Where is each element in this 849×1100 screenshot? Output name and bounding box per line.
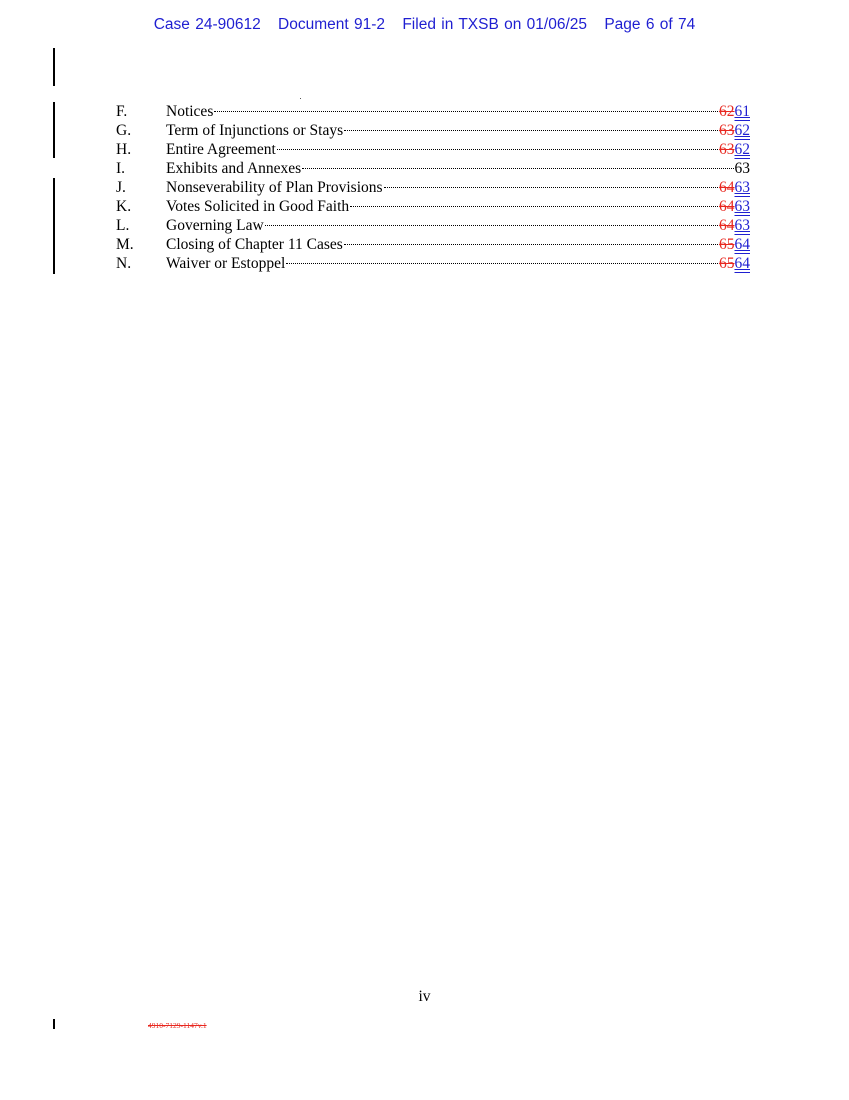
toc-entry-letter: H. bbox=[116, 141, 132, 158]
filing-header bbox=[0, 16, 849, 34]
toc-entry-page bbox=[719, 197, 750, 216]
inserted-page-number[interactable]: 62 bbox=[734, 141, 750, 158]
inserted-page-number[interactable]: 63 bbox=[734, 217, 750, 234]
toc-entry[interactable] bbox=[116, 178, 750, 197]
toc-entry-page bbox=[719, 140, 750, 159]
toc-dot-leader bbox=[286, 263, 718, 264]
inserted-page-number[interactable]: 64 bbox=[734, 236, 750, 253]
toc-dot-leader bbox=[277, 149, 718, 150]
toc-entry-letter: J. bbox=[116, 179, 126, 196]
toc-entry[interactable] bbox=[116, 102, 750, 121]
deleted-page-number: 65 bbox=[719, 255, 735, 272]
toc-dot-leader bbox=[214, 111, 718, 112]
toc-entry-title: Exhibits and Annexes bbox=[166, 160, 302, 177]
inserted-page-number[interactable]: 63 bbox=[734, 198, 750, 215]
toc-entry-letter: L. bbox=[116, 217, 130, 234]
change-bar bbox=[53, 102, 55, 158]
toc-entry[interactable] bbox=[116, 121, 750, 140]
toc-entry-letter: K. bbox=[116, 198, 132, 215]
change-bar bbox=[53, 48, 55, 86]
toc-entry-page bbox=[719, 216, 750, 235]
deleted-page-number: 65 bbox=[719, 236, 735, 253]
toc-entry-page bbox=[719, 102, 750, 121]
toc-entry-letter: G. bbox=[116, 122, 132, 139]
inserted-page-number[interactable]: 62 bbox=[734, 122, 750, 139]
toc-entry-letter: F. bbox=[116, 103, 128, 120]
deleted-page-number: 62 bbox=[719, 103, 735, 120]
toc-entry-title: Notices bbox=[166, 103, 214, 120]
toc-dot-leader bbox=[350, 206, 718, 207]
inserted-page-number[interactable]: 63 bbox=[734, 179, 750, 196]
toc-entry-title: Entire Agreement bbox=[166, 141, 276, 158]
page-indicator: Page 6 of 74 bbox=[604, 16, 696, 33]
toc-entry[interactable] bbox=[116, 197, 750, 216]
change-bar bbox=[53, 1019, 55, 1029]
page-number: iv bbox=[418, 988, 431, 1005]
toc-dot-leader bbox=[344, 244, 718, 245]
table-of-contents bbox=[116, 102, 750, 273]
document-number: Document 91-2 bbox=[278, 16, 386, 33]
inserted-page-number[interactable]: 64 bbox=[734, 255, 750, 272]
toc-entry-page bbox=[719, 121, 750, 140]
toc-entry-page bbox=[719, 254, 750, 273]
toc-entry[interactable] bbox=[116, 254, 750, 273]
stray-mark bbox=[300, 98, 301, 99]
document-id: 4910-7129-1147v.1 bbox=[148, 1021, 207, 1030]
toc-entry-title: Nonseverability of Plan Provisions bbox=[166, 179, 383, 196]
toc-entry[interactable] bbox=[116, 159, 750, 178]
toc-entry-page bbox=[719, 178, 750, 197]
toc-entry[interactable] bbox=[116, 216, 750, 235]
change-bar bbox=[53, 178, 55, 274]
filed-date: Filed in TXSB on 01/06/25 bbox=[402, 16, 588, 33]
toc-dot-leader bbox=[265, 225, 718, 226]
deleted-page-number: 63 bbox=[719, 122, 735, 139]
toc-entry[interactable] bbox=[116, 235, 750, 254]
toc-entry-title: Governing Law bbox=[166, 217, 264, 234]
deleted-page-number: 64 bbox=[719, 217, 735, 234]
toc-entry-letter: I. bbox=[116, 160, 126, 177]
deleted-page-number: 64 bbox=[719, 179, 735, 196]
toc-entry-title: Closing of Chapter 11 Cases bbox=[166, 236, 343, 253]
toc-entry-letter: N. bbox=[116, 255, 132, 272]
case-number: Case 24-90612 bbox=[153, 16, 261, 33]
toc-entry-title: Waiver or Estoppel bbox=[166, 255, 286, 272]
deleted-page-number: 64 bbox=[719, 198, 735, 215]
toc-entry-title: Term of Injunctions or Stays bbox=[166, 122, 344, 139]
toc-dot-leader bbox=[302, 168, 733, 169]
page-number-value: 63 bbox=[734, 160, 750, 177]
toc-entry[interactable] bbox=[116, 140, 750, 159]
deleted-page-number: 63 bbox=[719, 141, 735, 158]
toc-entry-letter: M. bbox=[116, 236, 134, 253]
toc-dot-leader bbox=[384, 187, 718, 188]
toc-entry-title: Votes Solicited in Good Faith bbox=[166, 198, 350, 215]
toc-entry-page bbox=[735, 159, 751, 178]
inserted-page-number[interactable]: 61 bbox=[734, 103, 750, 120]
toc-dot-leader bbox=[344, 130, 718, 131]
toc-entry-page bbox=[719, 235, 750, 254]
